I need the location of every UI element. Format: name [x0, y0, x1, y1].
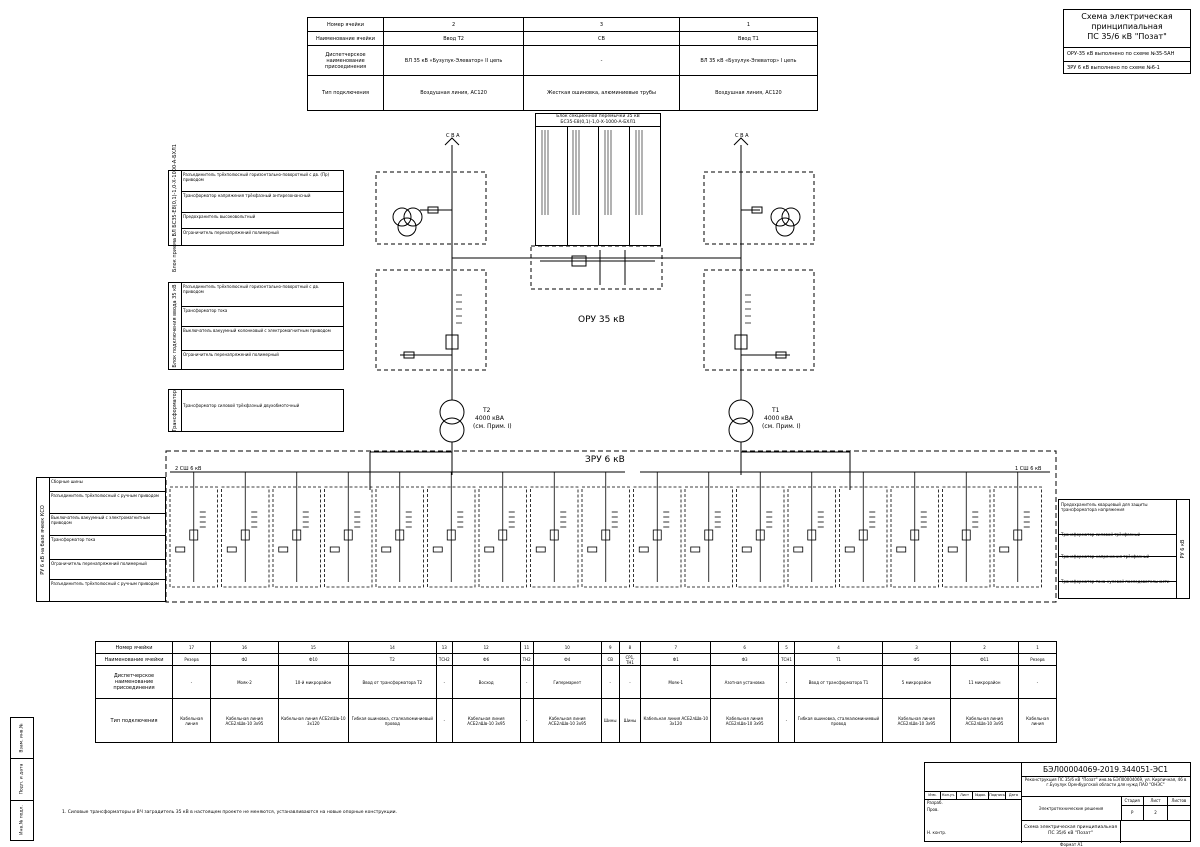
cell-name: СВ: [601, 654, 619, 666]
legend-row: Выключатель вакуумный с электромагнитным приводом: [49, 514, 165, 536]
phase-label-left: С В А: [446, 133, 460, 139]
cell-num: 13: [436, 642, 452, 654]
bottom-cell-table: [95, 641, 1057, 743]
t2-power: 4000 кВА: [475, 415, 505, 422]
stamp-col: Изм.: [925, 792, 941, 799]
cell-num: 17: [173, 642, 211, 654]
arrester-symbol: [588, 547, 597, 552]
cell-num: 6: [711, 642, 779, 654]
footnote: 1. Силовые трансформаторы и ВЧ заградитель 35 кВ в настоящем проекте не меняются, устанавливаются на новые опорные конструкции.: [62, 810, 398, 815]
cell-dispatch: Гипермаркет: [533, 666, 601, 699]
cell-dispatch: -: [1018, 666, 1056, 699]
row-label: Наименование ячейки: [96, 654, 173, 666]
legend-row: Трансформатор напряжения трёхфазный антирезонансный: [181, 192, 343, 213]
section-label-right: 1 СШ 6 кВ: [1015, 466, 1042, 472]
cell-num: 1: [679, 18, 817, 32]
cell-conn: Кабельная линия АСБ2лШв-10 3х95: [533, 699, 601, 743]
cell-name: ТН2: [520, 654, 533, 666]
cell-conn: Кабельная линия АСБ2лШв-10 3х95: [883, 699, 951, 743]
cell-num: 1: [1018, 642, 1056, 654]
arrester-symbol: [485, 547, 494, 552]
cell-name: СВ: [524, 32, 680, 46]
row-label: Диспетчерское наименование присоединения: [308, 46, 384, 76]
cell-num: 2: [951, 642, 1019, 654]
title-line: Схема электрическая: [1081, 12, 1173, 21]
sheets-hdr: Листов: [1168, 797, 1190, 806]
row-label: Диспетчерское наименование присоединения: [96, 666, 173, 699]
cell-num: 12: [452, 642, 520, 654]
cell-name: СР1, ТН1: [619, 654, 641, 666]
cell-conn: Кабельная линия АСБ2лШв-10 3х95: [210, 699, 278, 743]
cell-name: Ф4: [533, 654, 601, 666]
cell-name: Резерв: [1018, 654, 1056, 666]
t1-name: Т1: [772, 407, 780, 414]
arrester-symbol: [382, 547, 391, 552]
sheet-hdr: Лист: [1144, 797, 1166, 806]
zru-note: ЗРУ 6 кВ выполнено по схеме №6-1: [1064, 61, 1190, 75]
cell-name: Ф2: [210, 654, 278, 666]
cell-dispatch: Азотная установка: [711, 666, 779, 699]
arrester-symbol: [176, 547, 185, 552]
stage-hdr: Стадия: [1121, 797, 1143, 806]
strip-label: Подп. и дата: [19, 763, 25, 795]
cell-dispatch: Ввод от трансформатора Т1: [794, 666, 882, 699]
legend-row: Трансформатор силовой трёхфазный: [1059, 530, 1177, 557]
arrester-symbol: [845, 547, 854, 552]
stamp-col: Лист: [957, 792, 973, 799]
sheet: 2: [1154, 810, 1157, 815]
legend-row: Трансформатор тока: [49, 536, 165, 560]
legend-row: Предохранитель высоковольтный: [181, 213, 343, 229]
legend-side-label: Блок подключения ввода 35 кВ: [172, 284, 178, 368]
cell-dispatch: -: [524, 46, 680, 76]
legend-row: Ограничитель перенапряжений полимерный: [183, 230, 279, 235]
row-label: Номер ячейки: [308, 18, 384, 32]
legend-row: Предохранитель кварцевый для защиты трансформатора напряжения: [1059, 500, 1177, 535]
row-label: Номер ячейки: [96, 642, 173, 654]
cell-conn: -: [436, 699, 452, 743]
cell-dispatch: -: [520, 666, 533, 699]
legend-side-label: РУ 6 кВ: [1180, 539, 1186, 559]
cell-conn: Кабельная линия АСБ2лШв-10 3х120: [641, 699, 711, 743]
legend-side-label: Трансформатор: [172, 389, 178, 432]
cell-dispatch: ВЛ 35 кВ «Бузулук-Элеватор» I цепь: [679, 46, 817, 76]
arrester-symbol: [794, 547, 803, 552]
cell-num: 8: [619, 642, 641, 654]
cell-conn: Воздушная линия, АС120: [384, 76, 524, 111]
cell-name: Ф10: [278, 654, 348, 666]
t2-note: (см. Прим. I): [473, 423, 512, 430]
cell-conn: Шины: [619, 699, 641, 743]
cell-name: Ввод Т2: [384, 32, 524, 46]
legend-row: Трансформатор тока: [181, 307, 343, 327]
section-name: Электротехнические решения: [1021, 797, 1122, 821]
phase-label-right: С В А: [735, 133, 749, 139]
cell-dispatch: -: [173, 666, 211, 699]
cell-name: Ф3: [711, 654, 779, 666]
cell-num: 3: [883, 642, 951, 654]
cell-dispatch: Восход: [452, 666, 520, 699]
cell-num: 10: [533, 642, 601, 654]
t1-power: 4000 кВА: [764, 415, 794, 422]
cell-name: Ф11: [951, 654, 1019, 666]
section-block-code: БСЗ5-Е8(0,1)-1,0-Х-1000-А-БХЛ1: [536, 120, 660, 127]
left-strip: [10, 717, 34, 841]
cell-conn: -: [779, 699, 795, 743]
cell-num: 15: [278, 642, 348, 654]
cell-conn: Кабельная линия: [1018, 699, 1056, 743]
cell-num: 3: [524, 18, 680, 32]
legend-row: Трансформатор тока нулевой последовательности: [1061, 579, 1170, 584]
cell-dispatch: 10-й микрорайон: [278, 666, 348, 699]
cell-dispatch: 5 микрорайон: [883, 666, 951, 699]
arrester-symbol: [897, 547, 906, 552]
cell-dispatch: Мояк-2: [210, 666, 278, 699]
cell-dispatch: -: [619, 666, 641, 699]
cell-num: 14: [348, 642, 436, 654]
row-label: Тип подключения: [96, 699, 173, 743]
legend-row: Сборные шины: [49, 478, 165, 492]
stamp-role: Разраб.: [927, 800, 943, 805]
stamp-col: №док.: [973, 792, 989, 799]
cell-dispatch: Ввод от трансформатора Т2: [348, 666, 436, 699]
legend-row: Разъединитель трёхполюсный с ручным приводом: [51, 581, 159, 586]
cell-dispatch: -: [601, 666, 619, 699]
stage: Р: [1130, 810, 1134, 815]
cell-name: Ф1: [641, 654, 711, 666]
section-block-title: Блок секционной перемычки 35 кВ: [556, 114, 640, 119]
stamp: [924, 762, 1191, 842]
row-label: Наименование ячейки: [308, 32, 384, 46]
legend-row: Разъединитель трёхполюсный горизонтально-поворотный с дв. приводом: [181, 283, 343, 307]
cell-name: Т1: [794, 654, 882, 666]
stamp-col: Подпись: [989, 793, 1005, 797]
stamp-role: Н. контр.: [927, 830, 947, 835]
oru-note: ОРУ-35 кВ выполнено по схеме №35-5АН: [1064, 47, 1190, 61]
strip-label: Взам. инв.№: [19, 723, 25, 753]
cell-conn: Воздушная линия, АС120: [679, 76, 817, 111]
arrester-symbol: [1000, 547, 1009, 552]
t1-note: (см. Прим. I): [762, 423, 801, 430]
cell-name: Ввод Т1: [679, 32, 817, 46]
sheet-title: Схема электрическая принципиальная ПС 35/6 кВ "Позат": [1021, 820, 1121, 843]
arrester-symbol: [742, 547, 751, 552]
legend-row: Выключатель вакуумный колонковый с электромагнитным приводом: [181, 327, 343, 351]
cell-name: ТСН2: [436, 654, 452, 666]
cell-num: 2: [384, 18, 524, 32]
cell-num: 16: [210, 642, 278, 654]
cell-conn: Кабельная линия АСБ2лШв-10 3х120: [278, 699, 348, 743]
cell-name: Ф6: [452, 654, 520, 666]
arrester-symbol: [330, 547, 339, 552]
cell-dispatch: ВЛ 35 кВ «Бузулук-Элеватор» II цепь: [384, 46, 524, 76]
stamp-role: Пров.: [927, 807, 939, 812]
legend-row: Разъединитель трёхполюсный горизонтально-поворотный с дв. (Пр) приводом: [181, 171, 343, 192]
cell-dispatch: -: [436, 666, 452, 699]
cell-num: 11: [520, 642, 533, 654]
row-label: Тип подключения: [308, 76, 384, 111]
cell-conn: Шины: [601, 699, 619, 743]
cell-dispatch: -: [779, 666, 795, 699]
arrester-symbol: [433, 547, 442, 552]
legend-side-label: РУ 6 кВ на базе ячеек КСО: [40, 504, 46, 575]
arrester-symbol: [227, 547, 236, 552]
cell-conn: Кабельная линия: [173, 699, 211, 743]
cell-dispatch: Мояк-1: [641, 666, 711, 699]
arrester-symbol: [639, 547, 648, 552]
cell-num: 5: [779, 642, 795, 654]
legend-row: Трансформатор силовой трёхфазный двухобмоточный: [183, 403, 300, 408]
title-line: принципиальная: [1091, 22, 1163, 31]
cell-conn: Жесткая ошиновка, алюминиевые трубы: [524, 76, 680, 111]
doc-code: БЭЛ00004069-2019.344051-ЭС1: [1021, 763, 1190, 777]
zru-label: ЗРУ 6 кВ: [585, 455, 625, 465]
cell-name: Резерв: [173, 654, 211, 666]
arrester-symbol: [279, 547, 288, 552]
legend-side-label: Блок приема ВЛ БСЗ5-Е8(0,1)-1,0-Х-1000-А-БХЛ1: [172, 144, 178, 272]
cell-name: Т2: [348, 654, 436, 666]
title-line: ПС 35/6 кВ "Позат": [1087, 32, 1167, 41]
section-label-left: 2 СШ 6 кВ: [175, 466, 202, 472]
oru-label: ОРУ 35 кВ: [578, 315, 625, 325]
cell-name: Ф5: [883, 654, 951, 666]
cell-num: 9: [601, 642, 619, 654]
cell-dispatch: 11 микрорайон: [951, 666, 1019, 699]
t2-name: Т2: [483, 407, 491, 414]
cell-conn: Кабельная линия АСБ2лШв-10 3х95: [452, 699, 520, 743]
cell-conn: -: [520, 699, 533, 743]
arrester-symbol: [536, 547, 545, 552]
legend-row: Трансформатор напряжения трёхфазный: [1059, 552, 1177, 582]
legend-row: Ограничитель перенапряжений полимерный: [49, 560, 165, 580]
arrester-symbol: [948, 547, 957, 552]
cell-conn: Кабельная линия АСБ2лШв-10 3х95: [711, 699, 779, 743]
project-name: Реконструкция ПС 35/6 кВ "Позат" инв.№ БЭЛ00004069, ул. Кирпичная, 46 в г.Бузулук Оренбургской области для нужд ПАО "ОНЭС": [1021, 776, 1190, 797]
cell-conn: Гибкая ошиновка, сталеалюминиевый провод: [794, 699, 882, 743]
cell-num: 7: [641, 642, 711, 654]
strip-label: Инв.№ подл.: [19, 805, 25, 835]
legend-row: Разъединитель трёхполюсный с ручным приводом: [49, 492, 165, 514]
cell-num: 4: [794, 642, 882, 654]
legend-row: Ограничитель перенапряжений полимерный: [183, 352, 279, 357]
cell-name: ТСН1: [779, 654, 795, 666]
cell-conn: Гибкая ошиновка, сталеалюминиевый провод: [348, 699, 436, 743]
cell-conn: Кабельная линия АСБ2лШв-10 3х95: [951, 699, 1019, 743]
format-label: Формат А1: [1060, 842, 1083, 847]
stamp-col: Дата: [1008, 793, 1018, 797]
stamp-col: Кол.уч.: [941, 793, 956, 797]
arrester-symbol: [691, 547, 700, 552]
